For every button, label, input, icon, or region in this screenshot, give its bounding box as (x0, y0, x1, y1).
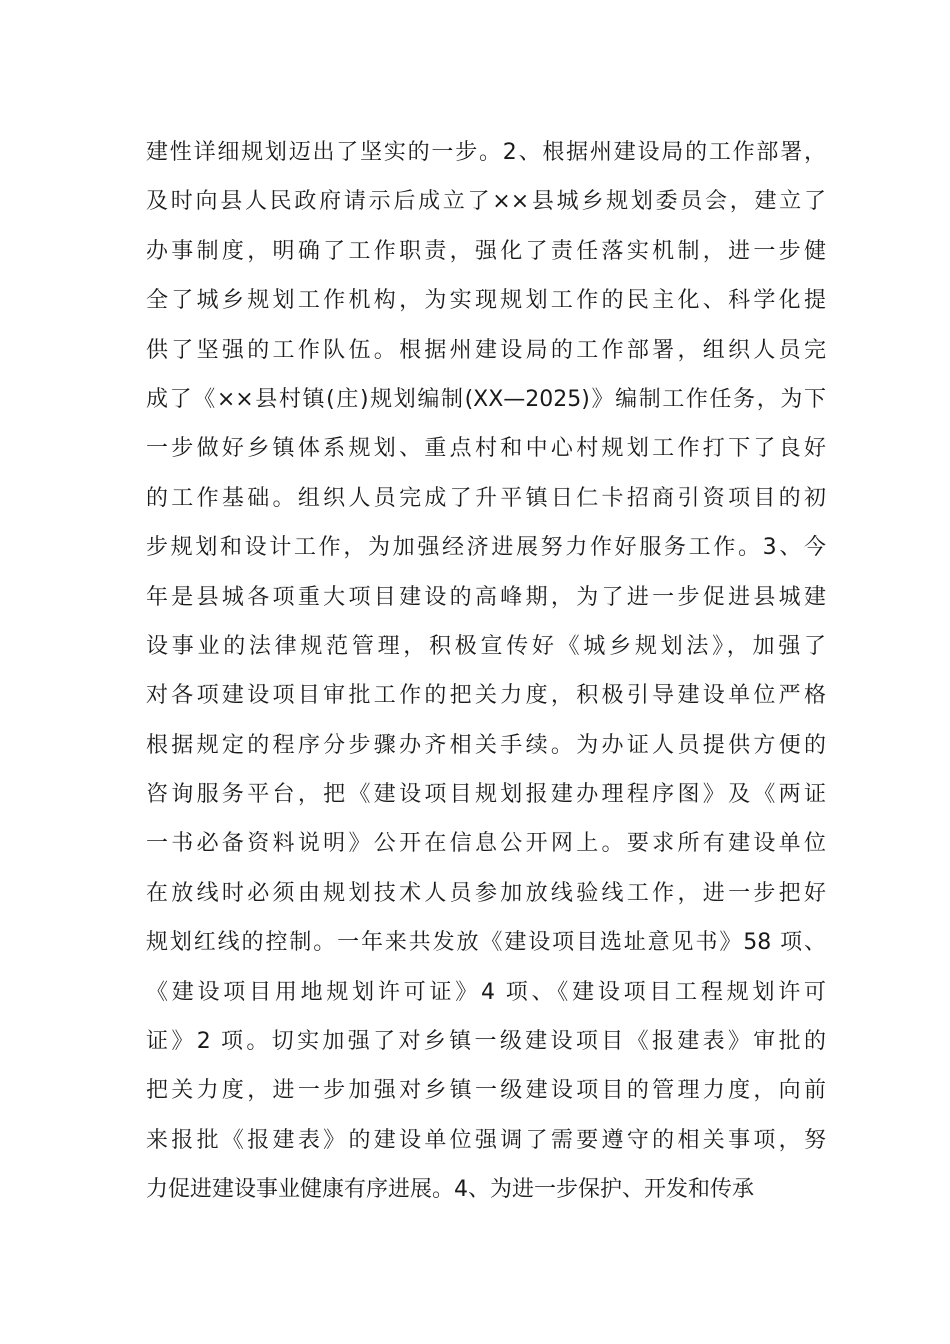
text-line-2: 及时向县人民政府请示后成立了××县城乡规划委员会，建立了 (146, 189, 826, 215)
text-line-14: 咨询服务平台，把《建设项目规划报建办理程序图》及《两证 (146, 782, 826, 808)
text-line-5: 供了坚强的工作队伍。根据州建设局的工作部署，组织人员完 (146, 337, 826, 363)
text-line-16: 在放线时必须由规划技术人员参加放线验线工作，进一步把好 (146, 880, 826, 906)
text-line-22: 力促进建设事业健康有序进展。4、为进一步保护、开发和传承 (146, 1177, 754, 1203)
text-line-3: 办事制度，明确了工作职责，强化了责任落实机制，进一步健 (146, 238, 826, 264)
text-line-20: 把关力度，进一步加强对乡镇一级建设项目的管理力度，向前 (146, 1078, 826, 1104)
text-line-10: 年是县城各项重大项目建设的高峰期，为了进一步促进县城建 (146, 584, 826, 610)
text-line-6: 成了《××县村镇(庄)规划编制(XX—2025)》编制工作任务，为下 (146, 386, 826, 412)
text-line-1: 建性详细规划迈出了坚实的一步。2、根据州建设局的工作部署， (146, 140, 826, 165)
text-line-7: 一步做好乡镇体系规划、重点村和中心村规划工作打下了良好 (146, 436, 826, 462)
text-line-15: 一书必备资料说明》公开在信息公开网上。要求所有建设单位 (146, 831, 826, 857)
text-line-17: 规划红线的控制。一年来共发放《建设项目选址意见书》58 项、 (146, 930, 826, 956)
text-line-8: 的工作基础。组织人员完成了升平镇日仁卡招商引资项目的初 (146, 485, 826, 511)
text-line-18: 《建设项目用地规划许可证》4 项、《建设项目工程规划许可 (146, 979, 826, 1005)
text-line-11: 设事业的法律规范管理，积极宣传好《城乡规划法》，加强了 (146, 633, 826, 659)
text-line-19: 证》2 项。切实加强了对乡镇一级建设项目《报建表》审批的 (146, 1029, 826, 1055)
text-line-12: 对各项建设项目审批工作的把关力度，积极引导建设单位严格 (146, 683, 826, 709)
text-line-9: 步规划和设计工作，为加强经济进展努力作好服务工作。3、今 (146, 535, 826, 561)
text-line-4: 全了城乡规划工作机构，为实现规划工作的民主化、科学化提 (146, 288, 826, 314)
text-line-21: 来报批《报建表》的建设单位强调了需要遵守的相关事项，努 (146, 1127, 826, 1153)
text-line-13: 根据规定的程序分步骤办齐相关手续。为办证人员提供方便的 (146, 732, 826, 758)
body-text (146, 128, 826, 1215)
